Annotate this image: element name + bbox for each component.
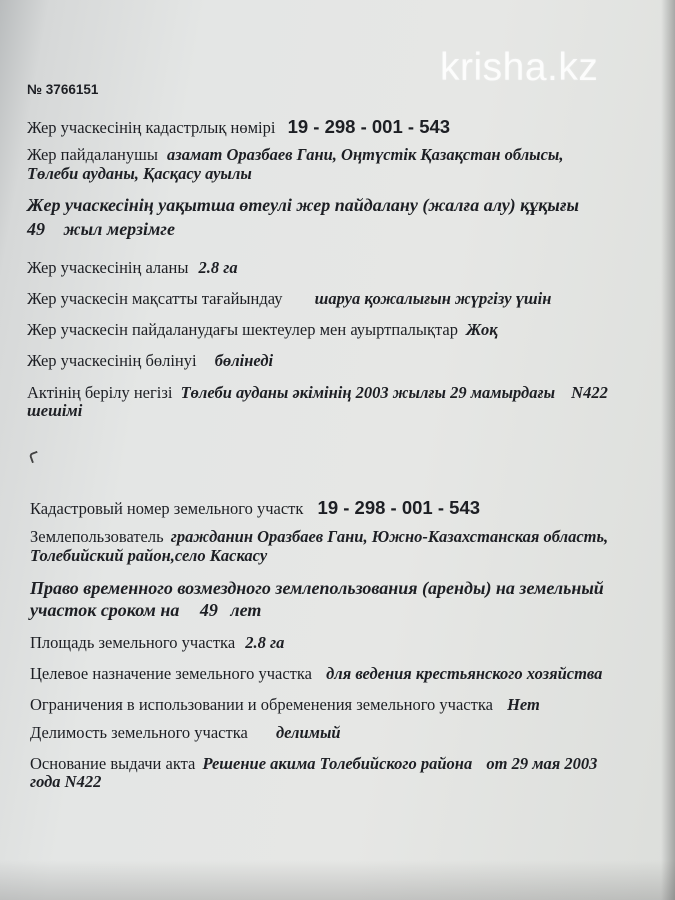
ru-basis-value: Решение акима Толебийского района: [202, 754, 473, 773]
ru-purpose-value: для ведения крестьянского хозяйства: [326, 664, 603, 683]
kz-divisibility-label: Жер учаскесінің бөлінуі: [27, 351, 197, 370]
ru-basis-label: Основание выдачи акта: [30, 754, 196, 773]
kz-area-label: Жер учаскесінің аланы: [27, 258, 189, 277]
ru-area-row: [30, 633, 284, 653]
ru-basis-value-cont: года N422: [30, 772, 102, 791]
ru-purpose-row: [30, 664, 602, 684]
kz-purpose-value: шаруа қожалығын жүргізу үшін: [314, 289, 552, 308]
ru-right-term: 49: [199, 600, 218, 620]
ru-right-term-row: [30, 600, 261, 621]
watermark-logo: krisha.kz: [440, 46, 599, 89]
pen-mark: [29, 451, 41, 463]
kz-cadastral-row: [27, 116, 450, 138]
kz-user-row: [27, 145, 564, 165]
ru-user-row: [30, 527, 608, 547]
kz-purpose-row: [27, 289, 551, 309]
ru-user-value-cont: Толебийский район,село Каскасу: [30, 546, 268, 565]
kz-divisibility-value: бөлінеді: [214, 351, 274, 370]
ru-area-value: 2.8 га: [245, 633, 285, 652]
ru-user-label: Землепользователь: [30, 527, 164, 546]
kz-right-term: 49: [27, 219, 45, 239]
kz-purpose-label: Жер учаскесін мақсатты тағайындау: [27, 289, 283, 308]
kz-basis-label: Актінің берілу негізі: [27, 383, 173, 402]
kz-cadastral-number: 19 - 298 - 001 - 543: [287, 116, 451, 137]
paper-bottom-shadow: [0, 860, 675, 900]
document-number: № 3766151: [27, 82, 99, 97]
kz-area-row: [27, 258, 238, 278]
ru-divisibility-value: делимый: [275, 723, 341, 742]
ru-cadastral-number: 19 - 298 - 001 - 543: [317, 497, 481, 518]
kz-user-value-cont: Төлеби ауданы, Қасқасу ауылы: [27, 164, 252, 183]
kz-basis-value-cont: шешімі: [27, 401, 83, 420]
paper-edge-shadow: [661, 0, 675, 900]
kz-right-term-unit: жыл мерзімге: [63, 219, 175, 239]
ru-divisibility-label: Делимость земельного участка: [30, 723, 248, 742]
ru-restrictions-value: Нет: [507, 695, 540, 714]
ru-basis-date: от 29 мая 2003: [486, 754, 598, 773]
ru-basis-row: [30, 754, 597, 774]
ru-purpose-label: Целевое назначение земельного участка: [30, 664, 312, 683]
ru-cadastral-row: [30, 497, 480, 519]
kz-basis-number: N422: [571, 383, 608, 402]
ru-right-term-unit: лет: [230, 600, 262, 620]
kz-restrictions-value: Жоқ: [466, 320, 498, 339]
kz-area-value: 2.8 га: [198, 258, 238, 277]
ru-cadastral-label: Кадастровый номер земельного участк: [30, 499, 304, 518]
ru-area-label: Площадь земельного участка: [30, 633, 236, 652]
ru-restrictions-label: Ограничения в использовании и обременения земельного участка: [30, 695, 493, 714]
kz-basis-row: [27, 383, 608, 403]
kz-user-label: Жер пайдаланушы: [27, 145, 158, 164]
ru-right-title: Право временного возмездного землепользования (аренды) на земельный: [30, 578, 604, 598]
ru-user-value: гражданин Оразбаев Гани, Южно-Казахстанская область,: [170, 527, 609, 546]
kz-cadastral-label: Жер учаскесінің кадастрлық нөмірі: [27, 118, 276, 137]
kz-restrictions-row: [27, 320, 498, 340]
ru-restrictions-row: [30, 695, 540, 715]
kz-right-term-row: [27, 219, 175, 240]
ru-right-term-label: участок сроком на: [30, 600, 180, 620]
kz-basis-value: Төлеби ауданы әкімінің 2003 жылғы 29 мамырдағы: [180, 383, 556, 402]
kz-user-value: азамат Оразбаев Гани, Оңтүстік Қазақстан облысы,: [167, 145, 564, 164]
kz-divisibility-row: [27, 351, 273, 371]
kz-right-title: Жер учаскесінің уақытша өтеулі жер пайдалану (жалға алу) құқығы: [27, 195, 580, 215]
ru-divisibility-row: [30, 723, 341, 743]
kz-restrictions-label: Жер учаскесін пайдаланудағы шектеулер мен ауыртпалықтар: [27, 320, 458, 339]
